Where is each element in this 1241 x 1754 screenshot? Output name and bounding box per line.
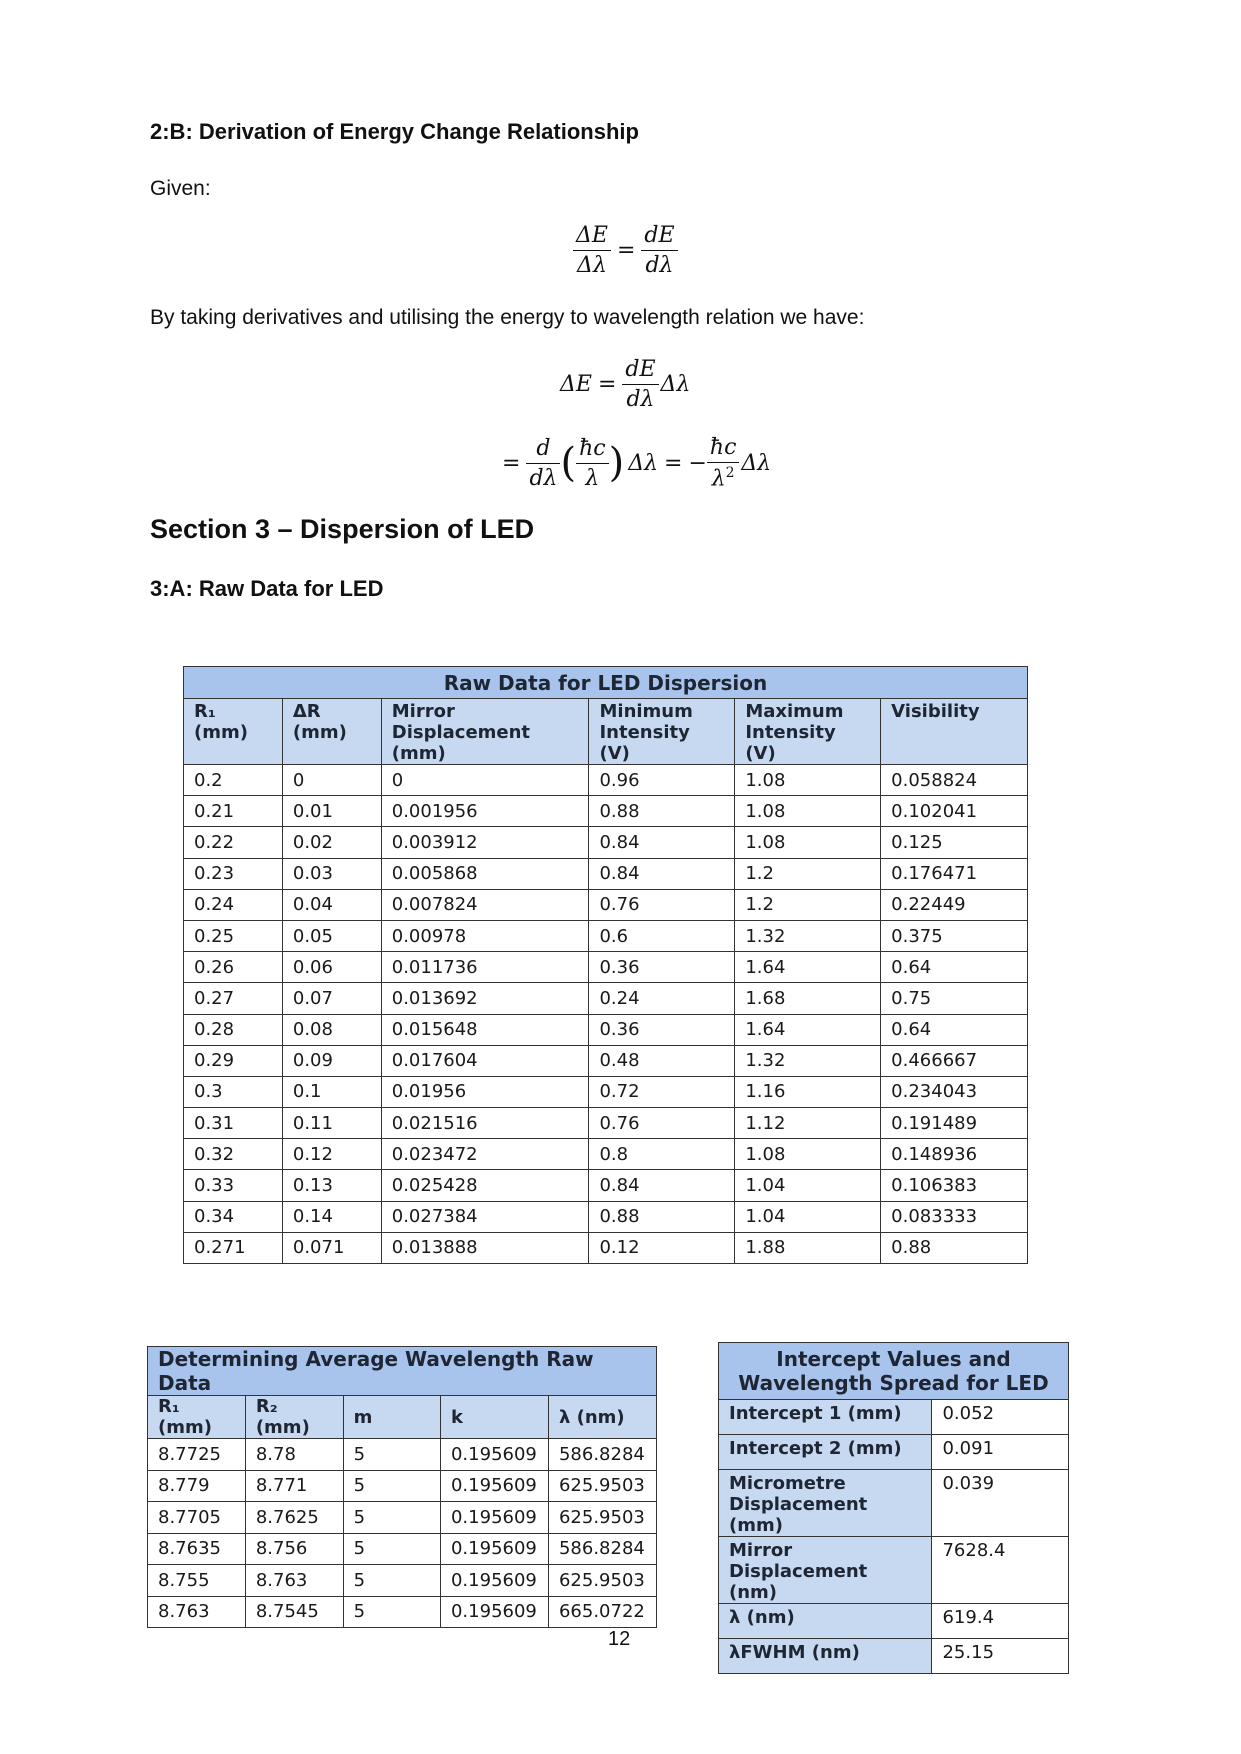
table-cell: 0.023472 — [381, 1139, 589, 1170]
table-cell: 1.04 — [735, 1170, 881, 1201]
column-header: Minimum Intensity (V) — [589, 699, 735, 765]
table-cell: 0.013692 — [381, 983, 589, 1014]
table-cell: 0.29 — [184, 1045, 283, 1076]
table-cell: 0.6 — [589, 920, 735, 951]
table-cell: 0.28 — [184, 1014, 283, 1045]
intercept-table-title: Intercept Values and Wavelength Spread for LED — [719, 1343, 1069, 1400]
table-row — [184, 858, 1028, 889]
table-cell: 0.017604 — [381, 1045, 589, 1076]
table-cell: 1.04 — [735, 1201, 881, 1232]
table-cell: 1.32 — [735, 920, 881, 951]
table-cell: 0.88 — [589, 1201, 735, 1232]
column-header: Mirror Displacement (mm) — [381, 699, 589, 765]
table-cell: 1.08 — [735, 765, 881, 796]
table-cell: 625.9503 — [548, 1502, 656, 1534]
table-cell: 0.48 — [589, 1045, 735, 1076]
table-cell: 0.06 — [282, 952, 381, 983]
column-header: Maximum Intensity (V) — [735, 699, 881, 765]
table-row — [184, 1045, 1028, 1076]
table-cell: 1.2 — [735, 889, 881, 920]
table-cell: 0.195609 — [440, 1596, 548, 1628]
table-cell: 665.0722 — [548, 1596, 656, 1628]
table-cell: 5 — [343, 1565, 440, 1597]
table-cell: 0.21 — [184, 796, 283, 827]
table-row — [184, 889, 1028, 920]
table-cell: 0.12 — [282, 1139, 381, 1170]
table-cell: 0.84 — [589, 1170, 735, 1201]
table-cell: 0.003912 — [381, 827, 589, 858]
table-cell: 1.2 — [735, 858, 881, 889]
table-cell: 0.76 — [589, 1108, 735, 1139]
table-cell: 8.7625 — [245, 1502, 343, 1534]
row-label: Intercept 1 (mm) — [719, 1400, 932, 1435]
table-cell: 8.7545 — [245, 1596, 343, 1628]
led-dispersion-table — [183, 666, 1028, 1264]
table-cell: 0.22449 — [881, 889, 1028, 920]
table-cell: 0.106383 — [881, 1170, 1028, 1201]
page-number: 12 — [608, 1628, 631, 1650]
column-header: λ (nm) — [548, 1396, 656, 1439]
table-cell: 0.04 — [282, 889, 381, 920]
table-cell: 0.33 — [184, 1170, 283, 1201]
table-cell: 0.3 — [184, 1076, 283, 1107]
equation-2: ΔE = $\frac{dE}{d\lambda}$ Δλ — [560, 357, 691, 412]
table-cell: 0 — [282, 765, 381, 796]
table-cell: 0.64 — [881, 1014, 1028, 1045]
table-cell: 625.9503 — [548, 1565, 656, 1597]
table-cell: 0.01 — [282, 796, 381, 827]
table-cell: 0.32 — [184, 1139, 283, 1170]
table-cell: 8.7725 — [148, 1439, 246, 1471]
table-cell: 0.148936 — [881, 1139, 1028, 1170]
table-cell: 8.763 — [148, 1596, 246, 1628]
table-cell: 0.24 — [589, 983, 735, 1014]
table-row — [148, 1470, 657, 1502]
equation-1: $\frac{\Delta E}{\Delta\lambda}$ = $\frac{dE}{d\lambda}$ — [573, 223, 678, 278]
table-row — [184, 983, 1028, 1014]
table-cell: 0.03 — [282, 858, 381, 889]
table-cell: 0.234043 — [881, 1076, 1028, 1107]
table-cell: 0.375 — [881, 920, 1028, 951]
row-label: λFWHM (nm) — [719, 1639, 932, 1674]
table-row — [184, 920, 1028, 951]
table-cell: 1.08 — [735, 827, 881, 858]
column-header: k — [440, 1396, 548, 1439]
table-cell: 1.32 — [735, 1045, 881, 1076]
table-cell: 1.64 — [735, 952, 881, 983]
table-row — [184, 1201, 1028, 1232]
table-cell: 0.84 — [589, 858, 735, 889]
table-cell: 0.083333 — [881, 1201, 1028, 1232]
row-label: Micrometre Displacement (mm) — [719, 1470, 932, 1537]
row-value: 0.039 — [932, 1470, 1069, 1537]
table-cell: 8.756 — [245, 1533, 343, 1565]
table-row — [184, 1232, 1028, 1263]
table-row — [184, 1170, 1028, 1201]
table-cell: 0.05 — [282, 920, 381, 951]
table-cell: 0.26 — [184, 952, 283, 983]
table-cell: 1.16 — [735, 1076, 881, 1107]
table-cell: 0.07 — [282, 983, 381, 1014]
table-cell: 0.007824 — [381, 889, 589, 920]
row-label: Mirror Displacement (nm) — [719, 1537, 932, 1604]
table-cell: 0.125 — [881, 827, 1028, 858]
column-header: m — [343, 1396, 440, 1439]
table-cell: 5 — [343, 1439, 440, 1471]
table-cell: 0.013888 — [381, 1232, 589, 1263]
table-cell: 5 — [343, 1470, 440, 1502]
led-dispersion-table-title: Raw Data for LED Dispersion — [184, 667, 1028, 699]
table-cell: 0.25 — [184, 920, 283, 951]
table-cell: 5 — [343, 1533, 440, 1565]
table-cell: 625.9503 — [548, 1470, 656, 1502]
section-3-heading: Section 3 – Dispersion of LED — [150, 514, 535, 544]
table-cell: 0.058824 — [881, 765, 1028, 796]
table-cell: 586.8284 — [548, 1439, 656, 1471]
row-value: 619.4 — [932, 1604, 1069, 1639]
table-cell: 0.27 — [184, 983, 283, 1014]
column-header: R₁ (mm) — [184, 699, 283, 765]
table-cell: 0.76 — [589, 889, 735, 920]
table-cell: 0.36 — [589, 1014, 735, 1045]
table-cell: 0.8 — [589, 1139, 735, 1170]
table-cell: 0.11 — [282, 1108, 381, 1139]
table-cell: 0.01956 — [381, 1076, 589, 1107]
table-cell: 0.13 — [282, 1170, 381, 1201]
avg-wavelength-table — [147, 1346, 657, 1628]
equation-3: = $\frac{d}{d\lambda}$ ( $\frac{ħc}{\lambda}$ ) Δλ = − $\frac{ħc}{\lambda^2}$ Δλ — [502, 435, 772, 492]
given-label: Given: — [150, 177, 211, 200]
table-cell: 0.025428 — [381, 1170, 589, 1201]
table-row — [184, 796, 1028, 827]
row-value: 0.091 — [932, 1435, 1069, 1470]
table-cell: 0.2 — [184, 765, 283, 796]
table-cell: 0.1 — [282, 1076, 381, 1107]
table-cell: 8.7635 — [148, 1533, 246, 1565]
table-row — [719, 1604, 1069, 1639]
table-cell: 0.195609 — [440, 1502, 548, 1534]
table-cell: 8.78 — [245, 1439, 343, 1471]
table-cell: 1.08 — [735, 796, 881, 827]
table-cell: 5 — [343, 1596, 440, 1628]
table-cell: 0.021516 — [381, 1108, 589, 1139]
table-cell: 0.071 — [282, 1232, 381, 1263]
table-row — [184, 827, 1028, 858]
table-row — [148, 1565, 657, 1597]
table-cell: 0.195609 — [440, 1439, 548, 1471]
table-cell: 0.001956 — [381, 796, 589, 827]
table-cell: 0.88 — [589, 796, 735, 827]
table-cell: 0.102041 — [881, 796, 1028, 827]
table-row — [719, 1435, 1069, 1470]
table-cell: 0.011736 — [381, 952, 589, 983]
table-row — [184, 1108, 1028, 1139]
table-cell: 0.195609 — [440, 1565, 548, 1597]
table-cell: 586.8284 — [548, 1533, 656, 1565]
table-cell: 0.88 — [881, 1232, 1028, 1263]
table-cell: 0.08 — [282, 1014, 381, 1045]
table-cell: 1.08 — [735, 1139, 881, 1170]
table-cell: 0.36 — [589, 952, 735, 983]
table-row — [148, 1502, 657, 1534]
table-cell: 0.75 — [881, 983, 1028, 1014]
column-header: R₂ (mm) — [245, 1396, 343, 1439]
section-3a-heading: 3:A: Raw Data for LED — [150, 576, 384, 601]
table-cell: 8.7705 — [148, 1502, 246, 1534]
table-cell: 0.005868 — [381, 858, 589, 889]
table-row — [184, 1139, 1028, 1170]
table-cell: 0.00978 — [381, 920, 589, 951]
row-label: λ (nm) — [719, 1604, 932, 1639]
column-header: ΔR (mm) — [282, 699, 381, 765]
row-value: 0.052 — [932, 1400, 1069, 1435]
column-header: R₁ (mm) — [148, 1396, 246, 1439]
row-value: 25.15 — [932, 1639, 1069, 1674]
table-cell: 0.195609 — [440, 1470, 548, 1502]
table-row — [184, 1014, 1028, 1045]
column-header: Visibility — [881, 699, 1028, 765]
table-row — [148, 1439, 657, 1471]
table-cell: 1.88 — [735, 1232, 881, 1263]
table-cell: 8.779 — [148, 1470, 246, 1502]
table-cell: 0.271 — [184, 1232, 283, 1263]
table-row — [719, 1400, 1069, 1435]
table-cell: 0.23 — [184, 858, 283, 889]
table-cell: 0.015648 — [381, 1014, 589, 1045]
table-row — [184, 1076, 1028, 1107]
table-cell: 0.14 — [282, 1201, 381, 1232]
table-cell: 0.02 — [282, 827, 381, 858]
table-cell: 0.12 — [589, 1232, 735, 1263]
table-cell: 1.68 — [735, 983, 881, 1014]
table-row — [719, 1537, 1069, 1604]
table-cell: 0.64 — [881, 952, 1028, 983]
table-row — [148, 1596, 657, 1628]
table-cell: 0.31 — [184, 1108, 283, 1139]
table-row — [719, 1470, 1069, 1537]
table-cell: 0.72 — [589, 1076, 735, 1107]
table-cell: 0 — [381, 765, 589, 796]
intercept-table — [718, 1342, 1069, 1674]
row-value: 7628.4 — [932, 1537, 1069, 1604]
table-cell: 0.195609 — [440, 1533, 548, 1565]
table-row — [148, 1533, 657, 1565]
table-cell: 8.755 — [148, 1565, 246, 1597]
table-cell: 1.64 — [735, 1014, 881, 1045]
derivation-text: By taking derivatives and utilising the energy to wavelength relation we have: — [150, 306, 865, 329]
table-row — [184, 765, 1028, 796]
table-cell: 1.12 — [735, 1108, 881, 1139]
table-row — [184, 952, 1028, 983]
avg-wavelength-table-title: Determining Average Wavelength Raw Data — [148, 1347, 657, 1396]
table-cell: 0.027384 — [381, 1201, 589, 1232]
table-cell: 5 — [343, 1502, 440, 1534]
table-cell: 0.34 — [184, 1201, 283, 1232]
table-cell: 0.84 — [589, 827, 735, 858]
table-cell: 0.466667 — [881, 1045, 1028, 1076]
table-cell: 0.176471 — [881, 858, 1028, 889]
table-cell: 0.191489 — [881, 1108, 1028, 1139]
section-2b-heading: 2:B: Derivation of Energy Change Relationship — [150, 119, 639, 144]
table-cell: 8.763 — [245, 1565, 343, 1597]
table-cell: 0.24 — [184, 889, 283, 920]
row-label: Intercept 2 (mm) — [719, 1435, 932, 1470]
table-cell: 0.96 — [589, 765, 735, 796]
table-cell: 8.771 — [245, 1470, 343, 1502]
table-cell: 0.22 — [184, 827, 283, 858]
table-row — [719, 1639, 1069, 1674]
table-cell: 0.09 — [282, 1045, 381, 1076]
